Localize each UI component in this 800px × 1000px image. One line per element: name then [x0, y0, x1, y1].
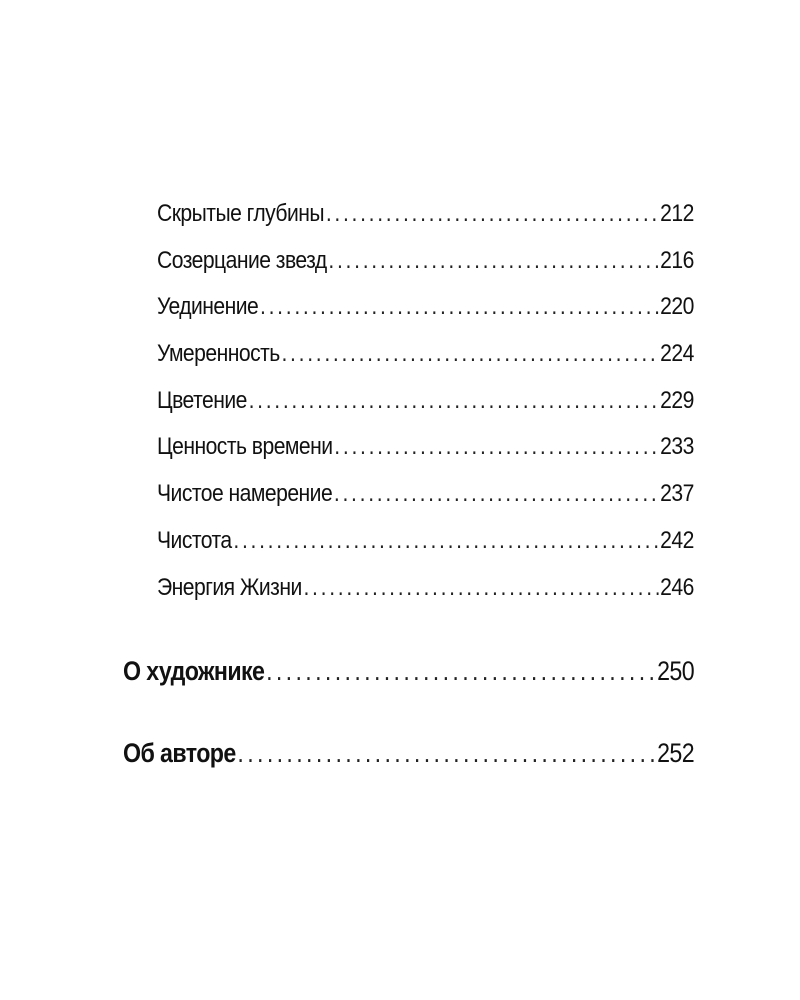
toc-dot-leader: [237, 738, 655, 769]
toc-entry-title: Цветение: [157, 386, 247, 414]
toc-dot-leader: [260, 293, 658, 321]
toc-entry-title: Чистое намерение: [157, 480, 333, 508]
toc-entry: [157, 247, 694, 294]
toc-entry-title: Об авторе: [123, 738, 236, 768]
toc-page-number: 212: [660, 200, 694, 227]
toc-entry: [157, 527, 694, 574]
toc-dot-leader: [303, 574, 658, 602]
toc-dot-leader: [334, 480, 658, 508]
toc-entry: [157, 433, 694, 480]
toc-entry-main: [123, 738, 694, 769]
toc-page-number: 233: [660, 433, 694, 461]
toc-entry: [157, 200, 694, 247]
toc-main-section: [123, 656, 694, 687]
toc-entry: [157, 340, 694, 387]
toc-entry-title: Умеренность: [157, 340, 280, 368]
toc-page-number: 242: [660, 526, 694, 554]
toc-dot-leader: [249, 387, 659, 415]
toc-entry-title: Ценность времени: [157, 433, 333, 461]
toc-dot-leader: [326, 200, 659, 228]
toc-entry-title: Энергия Жизни: [157, 573, 302, 601]
toc-page-number: 216: [660, 246, 694, 274]
toc-entry-title: О художнике: [123, 656, 265, 686]
toc-page-number: 250: [657, 656, 695, 686]
toc-dot-leader: [328, 247, 658, 275]
toc-dot-leader: [334, 433, 658, 461]
toc-entry-title: Уединение: [157, 293, 259, 321]
toc-page-number: 246: [660, 573, 694, 601]
toc-entry-title: Чистота: [157, 526, 232, 554]
toc-main-section: [123, 738, 694, 769]
toc-entry: [157, 387, 694, 434]
toc-page-number: 224: [660, 340, 694, 368]
toc-page-number: 237: [660, 480, 694, 508]
toc-entry: [157, 574, 694, 621]
toc-subsection-list: [157, 200, 694, 620]
toc-entry-title: Скрытые глубины: [157, 200, 325, 227]
toc-entry-main: [123, 656, 694, 687]
toc-entry: [157, 293, 694, 340]
toc-dot-leader: [266, 656, 655, 687]
toc-dot-leader: [281, 340, 658, 368]
toc-entry-title: Созерцание звезд: [157, 246, 327, 274]
toc-page-number: 220: [660, 293, 694, 321]
toc-entry: [157, 480, 694, 527]
toc-page-number: 252: [657, 738, 695, 768]
toc-page-number: 229: [660, 386, 694, 414]
toc-dot-leader: [233, 527, 658, 555]
